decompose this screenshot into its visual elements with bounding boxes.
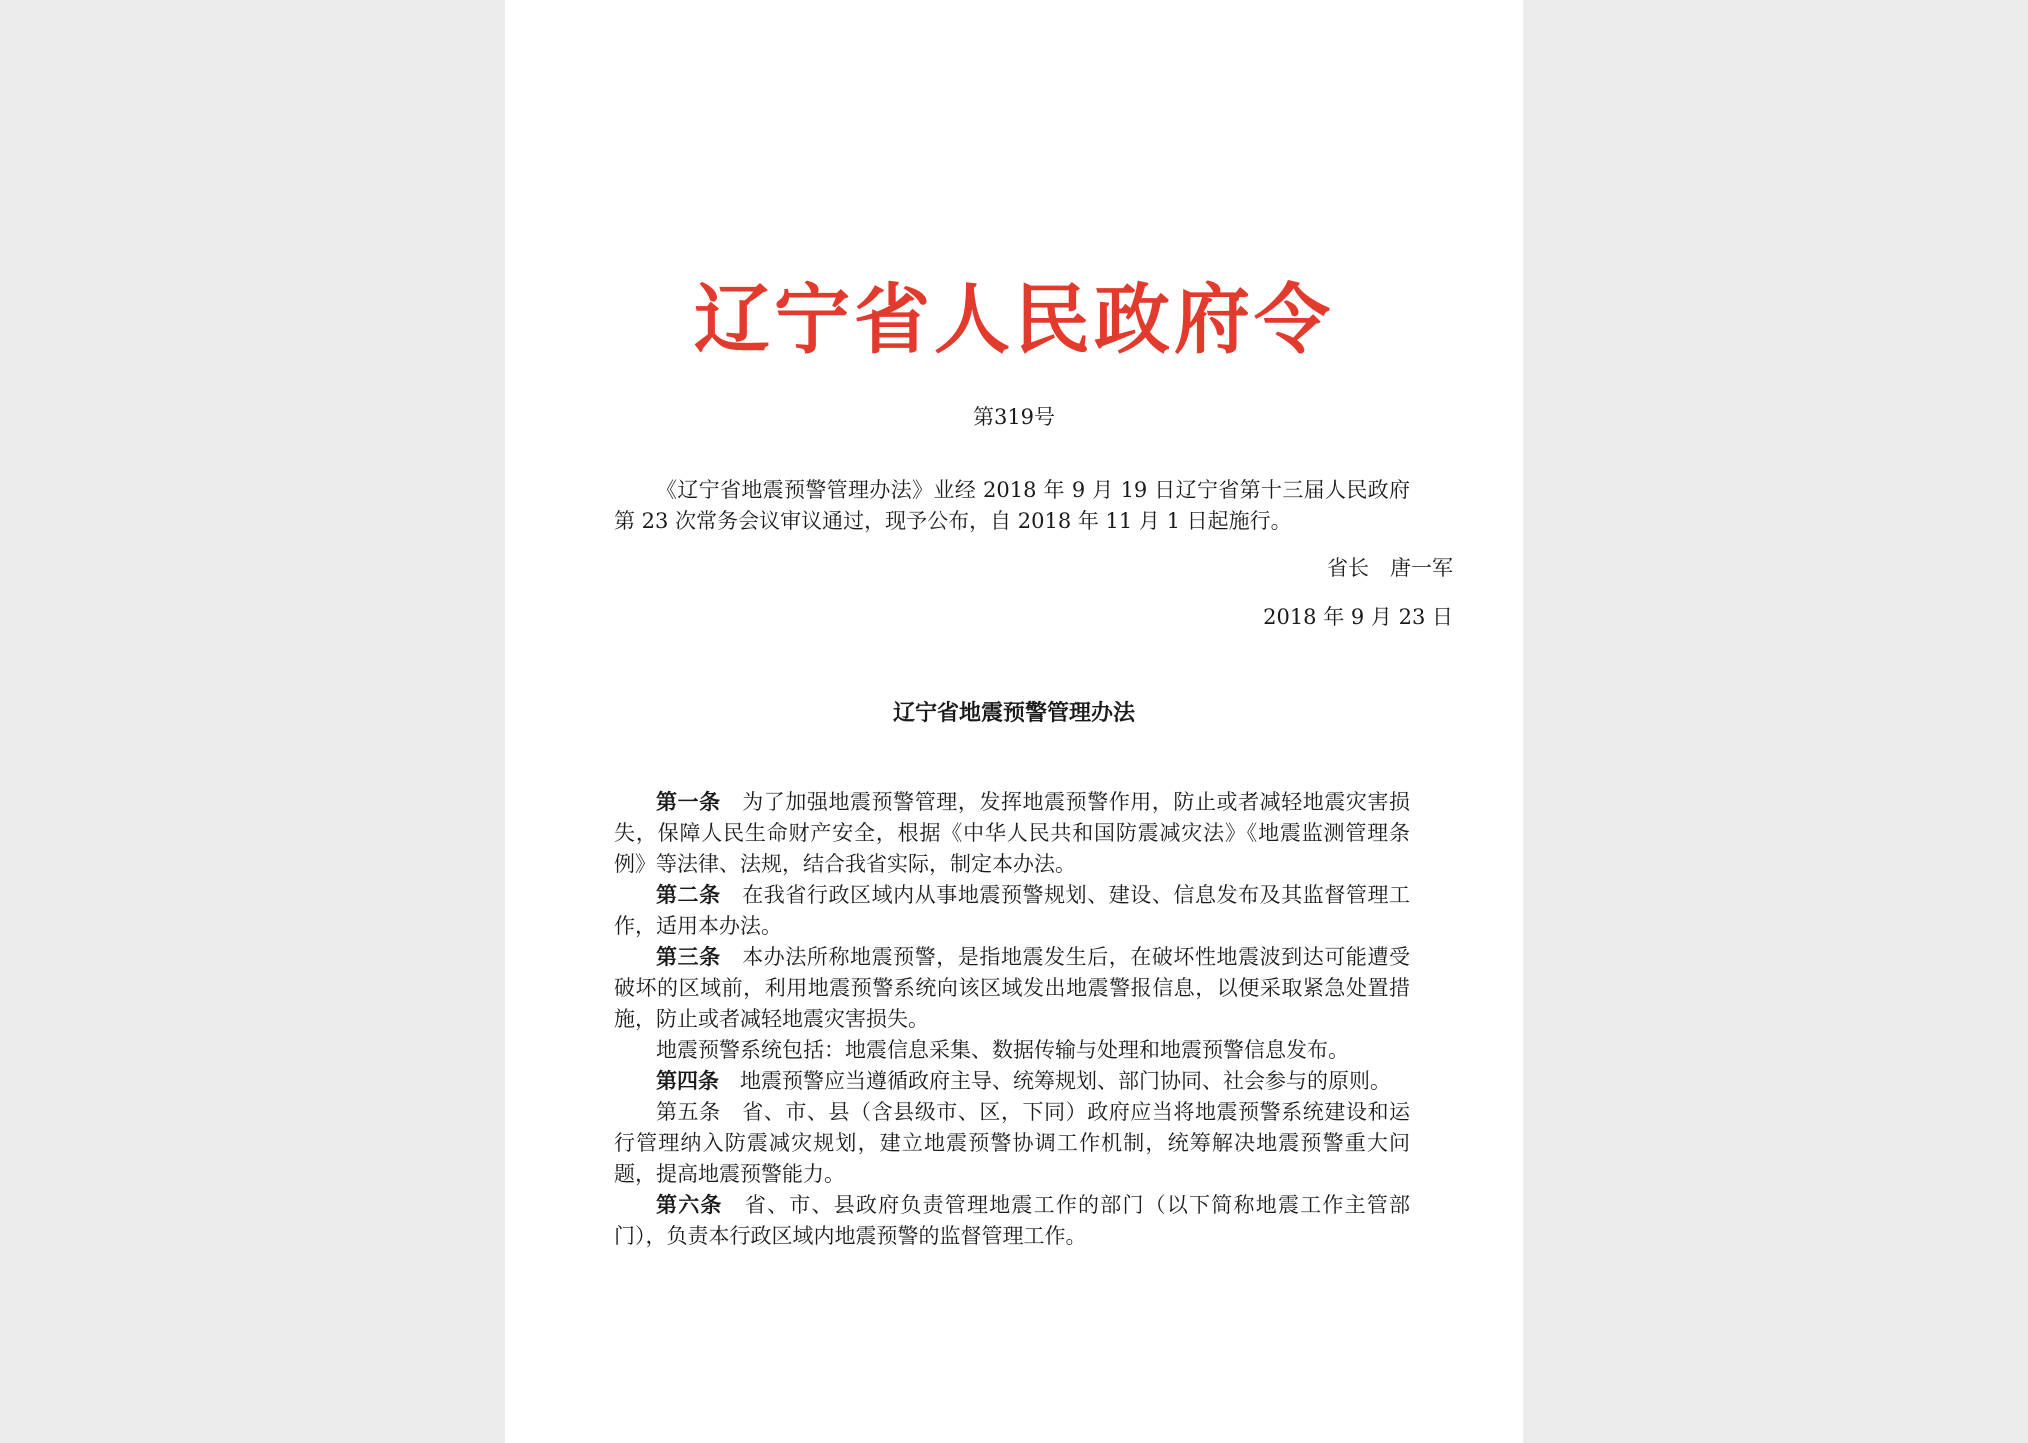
article-paragraph xyxy=(614,1097,1410,1190)
regulation-title: 辽宁省地震预警管理办法 xyxy=(892,701,1135,726)
article-paragraph xyxy=(614,880,1410,942)
promulgation-text: 《辽宁省地震预警管理办法》业经 2018 年 9 月 19 日辽宁省第十三届人民政府第 23 次常务会议审议通过，现予公布，自 2018 年 11 月 1 日起施行。 xyxy=(614,478,1410,533)
article-number: 第五条 xyxy=(656,1100,721,1124)
article-number: 第一条 xyxy=(656,790,721,814)
sign-date: 2018 年 9 月 23 日 xyxy=(1263,605,1453,629)
decree-number: 第319号 xyxy=(972,405,1056,429)
article-number: 第二条 xyxy=(656,883,721,907)
article-text: 地震预警系统包括：地震信息采集、数据传输与处理和地震预警信息发布。 xyxy=(656,1038,1349,1062)
article-paragraph xyxy=(614,1190,1410,1252)
article-text: 本办法所称地震预警，是指地震发生后，在破坏性地震波到达可能遭受破坏的区域前，利用地震预警系统向该区域发出地震警报信息，以便采取紧急处置措施，防止或者减轻地震灾害损失。 xyxy=(614,945,1411,1031)
article-text: 在我省行政区域内从事地震预警规划、建设、信息发布及其监督管理工作，适用本办法。 xyxy=(614,883,1411,938)
article-text: 为了加强地震预警管理，发挥地震预警作用，防止或者减轻地震灾害损失，保障人民生命财产安全，根据《中华人民共和国防震减灾法》《地震监测管理条例》等法律、法规，结合我省实际，制定本办法。 xyxy=(614,790,1411,876)
article-number: 第四条 xyxy=(656,1069,719,1093)
article-paragraph xyxy=(614,1066,1410,1097)
article-number: 第三条 xyxy=(656,945,721,969)
article-text: 地震预警应当遵循政府主导、统筹规划、部门协同、社会参与的原则。 xyxy=(740,1069,1391,1093)
articles-body xyxy=(614,787,1410,1252)
article-paragraph xyxy=(614,787,1410,880)
article-paragraph xyxy=(614,1035,1410,1066)
article-text: 省、市、县政府负责管理地震工作的部门（以下简称地震工作主管部门），负责本行政区域内地震预警的监督管理工作。 xyxy=(614,1193,1411,1248)
article-paragraph xyxy=(614,942,1410,1035)
decree-header: 辽宁省人民政府令 xyxy=(694,275,1334,364)
article-number: 第六条 xyxy=(656,1193,723,1217)
document-page xyxy=(505,0,1523,1443)
article-text: 省、市、县（含县级市、区，下同）政府应当将地震预警系统建设和运行管理纳入防震减灾规划，建立地震预警协调工作机制，统筹解决地震预警重大问题，提高地震预警能力。 xyxy=(614,1100,1411,1186)
signer: 省长 唐一军 xyxy=(1327,556,1453,580)
